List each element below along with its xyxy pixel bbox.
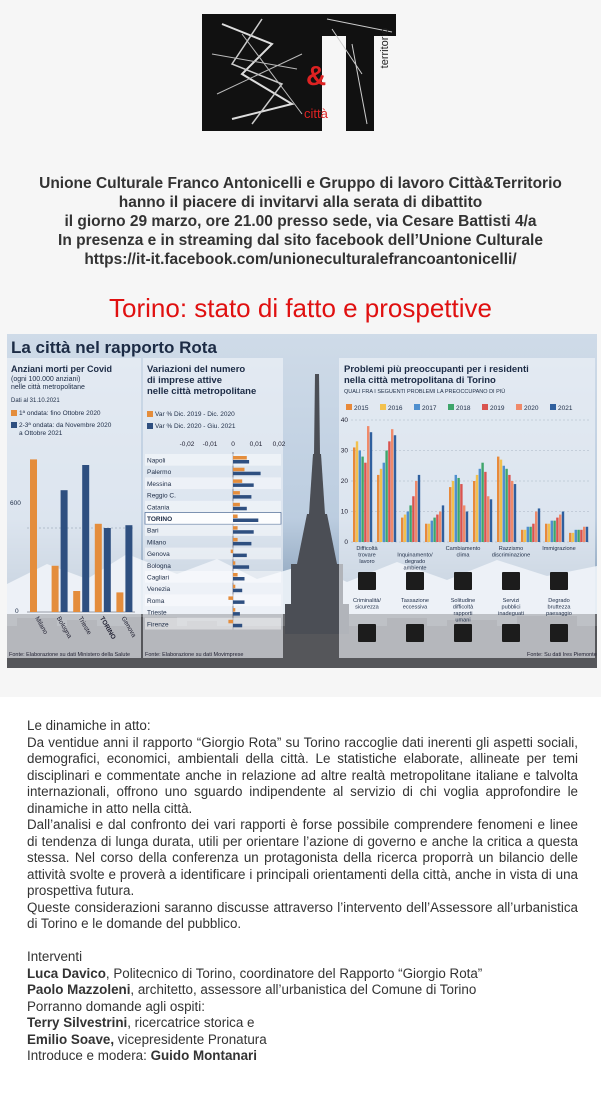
imprese-category-label: Palermo bbox=[147, 469, 172, 477]
problemi-bar bbox=[503, 466, 505, 542]
imprese-title-1: Variazioni del numero bbox=[147, 364, 246, 375]
problemi-tick-label: 10 bbox=[340, 508, 348, 516]
paragraph-rapporto: Da ventidue anni il rapporto “Giorgio Rota” su Torino raccoglie dati inerenti gli aspetti sociali, demografici, economici, ambientali della città. Le statistiche elaborate, allineate per temi disciplinari e commentate anche in relazione ad altre realtà metropolitane italiane e talvolta internazionali, offrono uno sguardo indipendente al servizio di chi voglia approfondire le dinamiche in atto nella città. bbox=[27, 734, 578, 816]
speaker-3: Terry Silvestrini, ricercatrice storica e bbox=[27, 1015, 255, 1030]
problemi-bar bbox=[367, 426, 369, 542]
problemi-legend-swatch bbox=[380, 404, 386, 410]
imprese-tick-label: 0,02 bbox=[272, 441, 286, 448]
problemi-legend-label: 2017 bbox=[422, 405, 437, 412]
problemi-bar bbox=[460, 484, 462, 542]
problemi-bar bbox=[559, 515, 561, 542]
imprese-tick-label: -0,02 bbox=[179, 441, 195, 448]
imprese-legend-2: Var % Dic. 2020 - Giu. 2021 bbox=[147, 423, 235, 431]
covid-tick-0: 0 bbox=[15, 608, 19, 615]
problemi-bar bbox=[562, 512, 564, 543]
speaker-4-name: Emilio Soave, bbox=[27, 1031, 115, 1047]
imprese-category-label: Messina bbox=[147, 480, 172, 488]
problemi-bar bbox=[524, 530, 526, 542]
covid-source: Fonte: Elaborazione su dati Ministero della Salute bbox=[9, 652, 131, 658]
problemi-bar bbox=[377, 475, 379, 542]
problemi-icon-tile bbox=[406, 624, 424, 642]
problemi-bar bbox=[391, 429, 393, 542]
problemi-legend-swatch bbox=[414, 404, 420, 410]
problemi-bar bbox=[407, 512, 409, 543]
problemi-bar bbox=[401, 518, 403, 542]
problemi-bar bbox=[497, 457, 499, 542]
problemi-bar bbox=[538, 508, 540, 542]
problemi-bar bbox=[364, 463, 366, 542]
problemi-bar bbox=[370, 432, 372, 542]
covid-sub2: nelle città metropolitane bbox=[11, 384, 85, 391]
imprese-source: Fonte: Elaborazione su dati Movimprese bbox=[145, 652, 244, 658]
speaker-1: Luca Davico, Politecnico di Torino, coordinatore del Rapporto “Giorgio Rota” bbox=[27, 965, 483, 981]
problemi-icon-tile bbox=[550, 572, 568, 590]
problemi-bar bbox=[449, 487, 451, 542]
problemi-legend-swatch bbox=[516, 404, 522, 410]
imprese-category-label: Venezia bbox=[147, 586, 171, 594]
problemi-bar bbox=[487, 496, 489, 542]
imprese-category-label: TORINO bbox=[147, 516, 173, 523]
paragraph-analisi: Dall’analisi e dal confronto dei vari rapporti è forse possibile comprendere fenomeni e linee di tendenza di lunga durata, utili per orientare l’azione di governo e anche la critica a questa stessa. Nel corso della conferenza un protagonista della ricerca proporrà un bilancio delle attività svolte e proverà a identificare i principali orientamenti della città, anche in vista di una prospettiva futura. bbox=[27, 817, 578, 898]
problemi-category-label: Difficoltà trovare lavoro bbox=[356, 546, 378, 565]
problemi-icon-tile bbox=[550, 624, 568, 642]
moderator: Introduce e modera: Guido Montanari bbox=[27, 1048, 257, 1063]
logo-territorio: territorio bbox=[379, 28, 391, 69]
paragraph-dinamiche: Le dinamiche in atto: bbox=[27, 718, 151, 733]
problemi-bar bbox=[572, 533, 574, 542]
problemi-legend-swatch bbox=[550, 404, 556, 410]
intro-line-4: In presenza e in streaming dal sito facebook dell’Unione Culturale bbox=[58, 232, 543, 249]
problemi-category-label: Razzismo discriminazione bbox=[491, 546, 531, 559]
problemi-bar bbox=[356, 441, 358, 542]
infographic bbox=[7, 334, 597, 668]
imprese-category-label: Milano bbox=[147, 539, 167, 547]
problemi-bar bbox=[556, 518, 558, 542]
imprese-category-label: Napoli bbox=[147, 457, 166, 465]
problemi-bar bbox=[580, 530, 582, 542]
problemi-bar bbox=[490, 499, 492, 542]
problemi-bar bbox=[481, 463, 483, 542]
problemi-category-label: Servizi pubblici inadeguati bbox=[498, 598, 524, 617]
problemi-bar bbox=[466, 512, 468, 543]
problemi-bar bbox=[527, 527, 529, 542]
covid-legend-1: 1ª ondata: fino Ottobre 2020 bbox=[11, 410, 101, 418]
problemi-legend-label: 2016 bbox=[388, 405, 403, 412]
moderator-name: Guido Montanari bbox=[150, 1048, 257, 1063]
covid-title: Anziani morti per Covid bbox=[11, 364, 113, 374]
problemi-icon-tile bbox=[358, 624, 376, 642]
problemi-bar bbox=[476, 475, 478, 542]
problemi-sub: QUALI FRA I SEGUENTI PROBLEMI LA PREOCCUPANO DI PIÙ bbox=[344, 389, 506, 395]
logo-citta: città bbox=[304, 106, 328, 121]
imprese-tick-label: 0,01 bbox=[249, 441, 263, 448]
problemi-bar bbox=[545, 524, 547, 542]
problemi-icon-tile bbox=[358, 572, 376, 590]
problemi-bar bbox=[388, 441, 390, 542]
imprese-category-label: Reggio C. bbox=[147, 492, 176, 500]
problemi-bar bbox=[412, 496, 414, 542]
problemi-bar bbox=[500, 460, 502, 542]
problemi-legend-swatch bbox=[482, 404, 488, 410]
problemi-legend-label: 2018 bbox=[456, 405, 471, 412]
problemi-tick-label: 20 bbox=[340, 478, 348, 485]
problemi-title-1: Problemi più preoccupanti per i residenti bbox=[344, 364, 529, 375]
problemi-tick-label: 40 bbox=[340, 417, 348, 424]
imprese-category-label: Cagliari bbox=[147, 574, 170, 582]
problemi-bar bbox=[521, 530, 523, 542]
intro-line-1: Unione Culturale Franco Antonicelli e Gruppo di lavoro Città&Territorio bbox=[39, 175, 562, 192]
problemi-legend-swatch bbox=[346, 404, 352, 410]
problemi-bar bbox=[463, 505, 465, 542]
problemi-icon-tile bbox=[454, 572, 472, 590]
problemi-icon-tile bbox=[454, 624, 472, 642]
speaker-2-name: Paolo Mazzoleni bbox=[27, 982, 131, 997]
problemi-bar bbox=[457, 478, 459, 542]
problemi-bar bbox=[433, 518, 435, 542]
covid-category-label: Trieste bbox=[76, 615, 93, 636]
problemi-bar bbox=[380, 469, 382, 542]
intro-line-2: hanno il piacere di invitarvi alla serata di dibattito bbox=[118, 194, 483, 211]
problemi-bar bbox=[442, 505, 444, 542]
covid-sub1: (ogni 100.000 anziani) bbox=[11, 376, 81, 383]
problemi-bar bbox=[569, 533, 571, 542]
problemi-bar bbox=[431, 521, 433, 542]
imprese-legend-1: Var % Dic. 2019 - Dic. 2020 bbox=[147, 411, 235, 419]
problemi-bar bbox=[353, 447, 355, 542]
problemi-legend-label: 2019 bbox=[490, 405, 505, 412]
imprese-category-label: Firenze bbox=[147, 621, 169, 629]
problemi-category-label: Inquinamento/ degrado ambiente bbox=[397, 552, 433, 572]
problemi-bar bbox=[415, 481, 417, 542]
imprese-title-2: di imprese attive bbox=[147, 375, 222, 386]
imprese-category-label: Bologna bbox=[147, 562, 171, 570]
problemi-bar bbox=[583, 527, 585, 542]
covid-date: Dati al 31.10.2021 bbox=[11, 398, 60, 404]
problemi-bar bbox=[553, 521, 555, 542]
problemi-bar bbox=[409, 505, 411, 542]
covid-category-label: TORINO bbox=[98, 615, 117, 641]
covid-category-label: Bologna bbox=[54, 615, 73, 640]
problemi-icon-tile bbox=[406, 572, 424, 590]
problemi-category-label: Degrado bruttezza paesaggio bbox=[546, 598, 572, 617]
problemi-bar bbox=[514, 484, 516, 542]
logo-ampersand: & bbox=[306, 60, 327, 91]
problemi-icon-tile bbox=[502, 572, 520, 590]
covid-legend-2: 2-3ª ondata: da Novembre 2020 bbox=[11, 422, 111, 430]
questions-heading: Porranno domande agli ospiti: bbox=[27, 998, 205, 1014]
body-text bbox=[27, 718, 578, 1065]
problemi-bar bbox=[479, 469, 481, 542]
problemi-source: Fonte: Su dati Ires Piemonte bbox=[527, 652, 597, 658]
problemi-bar bbox=[404, 515, 406, 542]
problemi-category-label: Tassazione eccessiva bbox=[401, 598, 429, 611]
problemi-bar bbox=[508, 475, 510, 542]
logo-scratches bbox=[202, 14, 400, 131]
citta-territorio-logo bbox=[202, 14, 400, 131]
intro-line-3: il giorno 29 marzo, ore 21.00 presso sede, via Cesare Battisti 4/a bbox=[64, 213, 537, 230]
problemi-legend-label: 2020 bbox=[524, 405, 539, 412]
problemi-bar bbox=[436, 515, 438, 542]
speaker-4: Emilio Soave, vicepresidente Pronatura bbox=[27, 1031, 267, 1047]
invitation-block bbox=[20, 174, 581, 269]
problemi-icon-tile bbox=[502, 624, 520, 642]
problemi-bar bbox=[484, 472, 486, 542]
covid-category-label: Milano bbox=[33, 615, 49, 636]
problemi-bar bbox=[535, 512, 537, 543]
problemi-legend-swatch bbox=[448, 404, 454, 410]
imprese-category-label: Genova bbox=[147, 551, 170, 559]
problemi-bar bbox=[359, 451, 361, 543]
problemi-bar bbox=[394, 435, 396, 542]
problemi-category-label: Cambiamento clima bbox=[445, 546, 481, 559]
problemi-bar bbox=[586, 527, 588, 542]
speaker-3-name: Terry Silvestrini bbox=[27, 1015, 128, 1030]
problemi-bar bbox=[511, 481, 513, 542]
problemi-bar bbox=[548, 524, 550, 542]
problemi-title-2: nella città metropolitana di Torino bbox=[344, 375, 496, 386]
problemi-tick-label: 30 bbox=[340, 447, 348, 455]
facebook-link[interactable]: https://it-it.facebook.com/unioneculturalefrancoantonicelli/ bbox=[84, 251, 517, 268]
problemi-bar bbox=[383, 463, 385, 542]
problemi-bar bbox=[452, 481, 454, 542]
problemi-bar bbox=[385, 451, 387, 543]
problemi-bar bbox=[529, 527, 531, 542]
speaker-1-name: Luca Davico bbox=[27, 965, 106, 981]
problemi-bar bbox=[361, 457, 363, 542]
covid-tick-600: 600 bbox=[10, 500, 21, 507]
problemi-bar bbox=[455, 475, 457, 542]
imprese-category-label: Bari bbox=[147, 527, 159, 535]
page-title: Torino: stato di fatto e prospettive bbox=[109, 293, 492, 323]
paragraph-considerazioni: Queste considerazioni saranno discusse attraverso l’intervento dell’Assessore all’urbanistica di Torino e le domande del pubblico. bbox=[27, 899, 578, 931]
imprese-category-label: Trieste bbox=[147, 609, 167, 617]
covid-legend-2b: a Ottobre 2021 bbox=[19, 430, 63, 437]
interventi-heading: Interventi bbox=[27, 949, 83, 964]
problemi-bar bbox=[532, 524, 534, 542]
problemi-bar bbox=[575, 530, 577, 542]
problemi-legend-label: 2021 bbox=[558, 405, 573, 412]
problemi-bar bbox=[577, 530, 579, 542]
imprese-tick-label: 0 bbox=[231, 441, 235, 448]
problemi-bar bbox=[418, 475, 420, 542]
problemi-category-label: Immigrazione bbox=[542, 546, 576, 552]
problemi-bar bbox=[428, 524, 430, 542]
speaker-2: Paolo Mazzoleni, architetto, assessore all’urbanistica del Comune di Torino bbox=[27, 982, 477, 997]
imprese-title-3: nelle città metropolitane bbox=[147, 386, 257, 397]
problemi-bar bbox=[473, 481, 475, 542]
covid-category-label: Genova bbox=[119, 615, 138, 639]
imprese-tick-label: -0,01 bbox=[202, 441, 218, 448]
infographic-title: La città nel rapporto Rota bbox=[11, 338, 217, 357]
problemi-bars bbox=[7, 334, 597, 668]
problemi-category-label: Criminalità/ sicurezza bbox=[353, 598, 381, 611]
problemi-bar bbox=[551, 521, 553, 542]
problemi-legend-label: 2015 bbox=[354, 405, 369, 412]
imprese-category-label: Roma bbox=[147, 597, 165, 605]
problemi-tick-label: 0 bbox=[344, 539, 348, 546]
problemi-bar bbox=[425, 524, 427, 542]
problemi-bar bbox=[439, 512, 441, 543]
problemi-category-label: Solitudine difficoltà rapporti umani bbox=[450, 598, 476, 624]
problemi-bar bbox=[505, 469, 507, 542]
imprese-category-label: Catania bbox=[147, 504, 170, 512]
